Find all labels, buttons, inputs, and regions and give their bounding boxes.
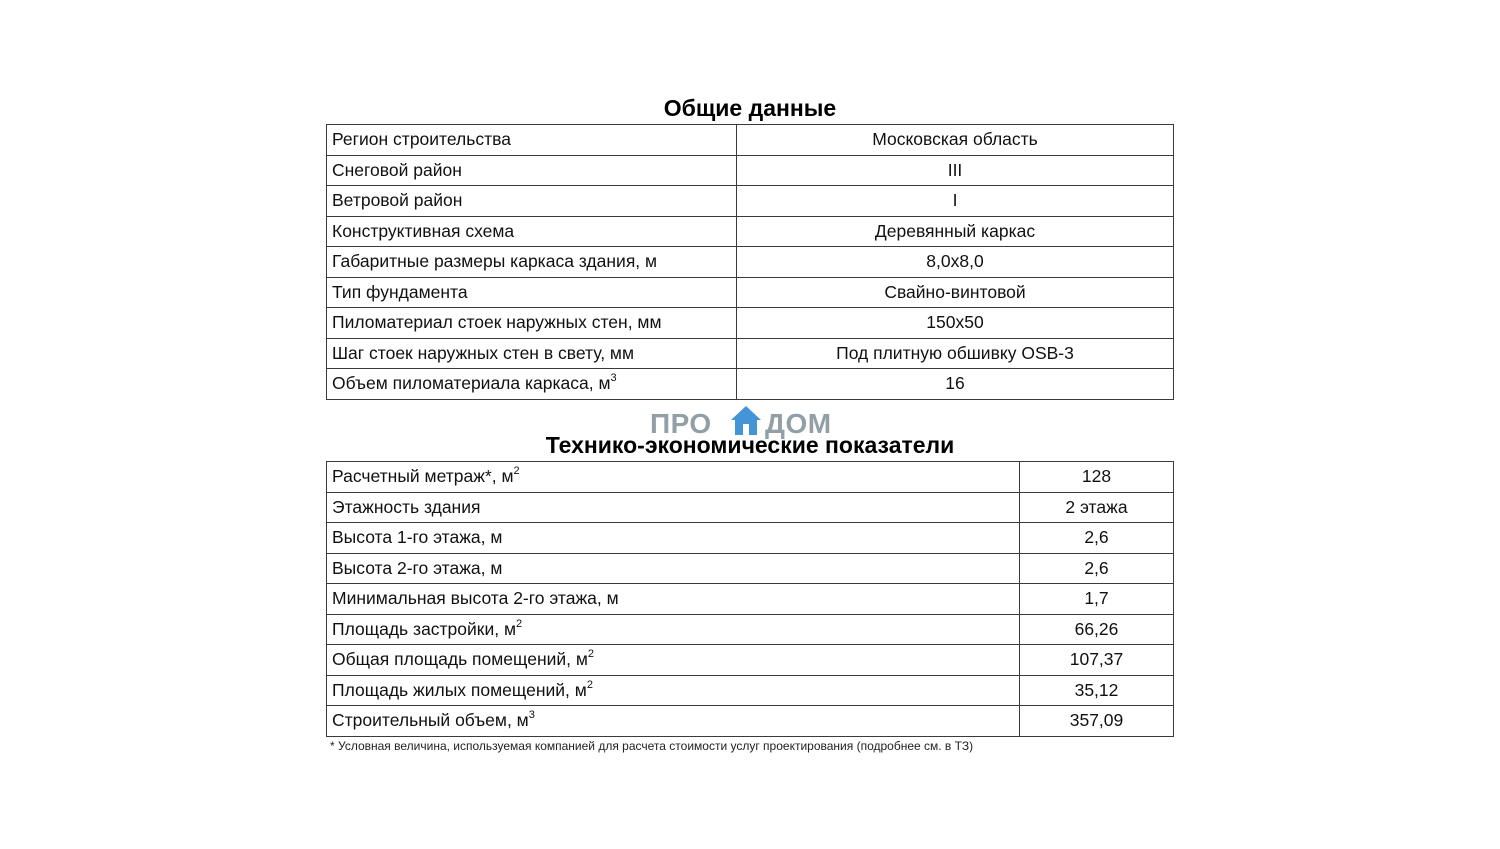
table-row <box>327 523 1174 554</box>
table-row <box>327 492 1174 523</box>
row-label: Шаг стоек наружных стен в свету, мм <box>327 338 737 369</box>
footnote: * Условная величина, используемая компанией для расчета стоимости услуг проектирования (подробнее см. в ТЗ) <box>330 739 974 753</box>
row-value: Московская область <box>737 125 1174 156</box>
unit-exponent: 3 <box>528 709 535 722</box>
logo-word-pro: ПРО <box>650 408 712 439</box>
row-label: Расчетный метраж*, $м^2$ <box>327 462 1020 493</box>
table-row <box>327 216 1174 247</box>
row-label: Этажность здания <box>327 492 1020 523</box>
row-label: Габаритные размеры каркаса здания, м <box>327 247 737 278</box>
general-data-table <box>326 124 1174 400</box>
table-row <box>327 155 1174 186</box>
row-value: Свайно-винтовой <box>737 277 1174 308</box>
row-value: 35,12 <box>1020 675 1174 706</box>
tech-indicators-table <box>326 461 1174 737</box>
table-row <box>327 675 1174 706</box>
row-label: Площадь жилых помещений, $м^2$ <box>327 675 1020 706</box>
table-row <box>327 553 1174 584</box>
row-value: 150х50 <box>737 308 1174 339</box>
row-value: 2 этажа <box>1020 492 1174 523</box>
table-row <box>327 338 1174 369</box>
unit-exponent: 3 <box>610 372 617 385</box>
row-label: Ветровой район <box>327 186 737 217</box>
table-row <box>327 277 1174 308</box>
table-row <box>327 125 1174 156</box>
general-data-title: Общие данные <box>663 95 837 121</box>
table-row <box>327 614 1174 645</box>
table-row <box>327 706 1174 737</box>
row-value: Под плитную обшивку OSB-3 <box>737 338 1174 369</box>
unit-exponent: 2 <box>586 678 593 691</box>
row-label: Тип фундамента <box>327 277 737 308</box>
table-row <box>327 584 1174 615</box>
row-label: Пиломатериал стоек наружных стен, мм <box>327 308 737 339</box>
table-row <box>327 369 1174 400</box>
table-row <box>327 186 1174 217</box>
logo-word-dom: ДОМ <box>765 408 832 439</box>
tech-indicators-title: Технико-экономические показатели <box>545 432 955 458</box>
table-row <box>327 462 1174 493</box>
row-value: 357,09 <box>1020 706 1174 737</box>
row-label: Высота 1-го этажа, м <box>327 523 1020 554</box>
table-row <box>327 247 1174 278</box>
row-label: Объем пиломатериала каркаса, $м^3$ <box>327 369 737 400</box>
row-value: 16 <box>737 369 1174 400</box>
row-value: Деревянный каркас <box>737 216 1174 247</box>
unit-exponent: 2 <box>516 617 523 630</box>
row-label: Регион строительства <box>327 125 737 156</box>
unit-exponent: 2 <box>513 465 520 478</box>
row-label: Строительный объем, $м^3$ <box>327 706 1020 737</box>
row-value: 128 <box>1020 462 1174 493</box>
row-value: III <box>737 155 1174 186</box>
row-value: 66,26 <box>1020 614 1174 645</box>
unit-exponent: 2 <box>587 648 595 661</box>
table-row <box>327 645 1174 676</box>
row-label: Снеговой район <box>327 155 737 186</box>
row-label: Конструктивная схема <box>327 216 737 247</box>
row-label: Высота 2-го этажа, м <box>327 553 1020 584</box>
row-value: 107,37 <box>1020 645 1174 676</box>
row-value: I <box>737 186 1174 217</box>
row-label: Общая площадь помещений, $м^2$ <box>327 645 1020 676</box>
row-label: Площадь застройки, $м^2$ <box>327 614 1020 645</box>
row-value: 2,6 <box>1020 523 1174 554</box>
row-value: 8,0х8,0 <box>737 247 1174 278</box>
row-value: 1,7 <box>1020 584 1174 615</box>
row-label: Минимальная высота 2-го этажа, м <box>327 584 1020 615</box>
row-value: 2,6 <box>1020 553 1174 584</box>
table-row <box>327 308 1174 339</box>
